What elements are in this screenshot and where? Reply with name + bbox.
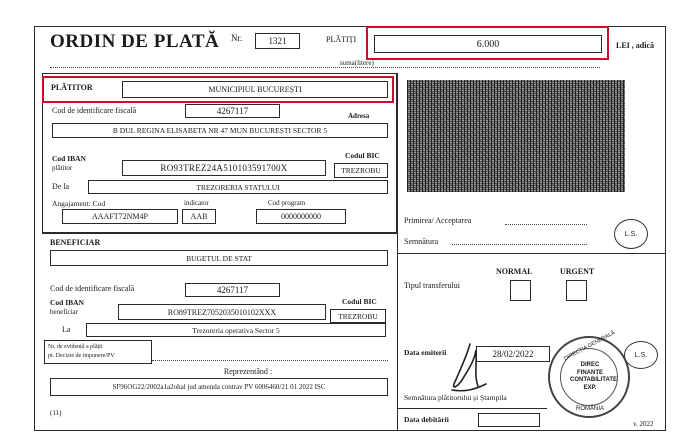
form-version: v. 2022 bbox=[633, 420, 654, 428]
beneficiary-bic-field: TREZROBU bbox=[330, 309, 386, 323]
commitment-label: Angajament: Cod bbox=[52, 199, 106, 208]
amount-in-words-label: suma(litere) bbox=[340, 59, 374, 67]
explanation-label: Reprezentând : bbox=[223, 367, 273, 376]
issue-date-label: Data emiterii bbox=[404, 348, 447, 357]
ls-seal-top: L.S. bbox=[614, 219, 648, 249]
receipt-label: Primirea/ Acceptarea bbox=[404, 216, 472, 225]
stamp-bottom-text: ROMÂNIA bbox=[575, 406, 604, 412]
order-number-label: Nr. bbox=[231, 33, 243, 43]
barcode-image bbox=[407, 80, 625, 192]
debit-date-field bbox=[478, 413, 540, 427]
payer-fiscal-code-field: 4267117 bbox=[185, 104, 280, 118]
amount-in-words-line bbox=[50, 67, 600, 68]
ls-seal-bottom: L.S. bbox=[624, 341, 658, 369]
payer-bank-field: TREZORERIA STATULUI bbox=[88, 180, 388, 194]
stamp-center-text: DIREC FINANȚE CONTABILITATE EXP. bbox=[570, 362, 617, 391]
payer-address-label: Adresa bbox=[348, 112, 370, 120]
commitment-code-field: AAAFT72NM4P bbox=[62, 209, 178, 224]
beneficiary-iban-field: RO89TREZ7052035010102XXX bbox=[118, 304, 326, 320]
program-code-label: Cod program bbox=[268, 199, 306, 207]
signature-line bbox=[452, 244, 587, 245]
beneficiary-top-rule bbox=[42, 233, 397, 234]
indicator-label: indicator bbox=[184, 199, 209, 207]
payer-bic-label: Codul BIC bbox=[345, 151, 380, 160]
center-divider bbox=[397, 73, 398, 431]
indicator-field: AAB bbox=[182, 209, 216, 224]
signature-label: Semnătura bbox=[404, 237, 439, 246]
issue-date-field: 28/02/2022 bbox=[476, 346, 550, 362]
beneficiary-iban-label-2: beneficiar bbox=[50, 308, 78, 316]
normal-checkbox[interactable] bbox=[510, 280, 531, 301]
evidence-line bbox=[152, 360, 388, 361]
debit-date-label: Data debitării bbox=[404, 415, 449, 424]
pay-label: PLĂTIȚI bbox=[326, 35, 357, 44]
footnote-mark: (11) bbox=[50, 409, 62, 417]
beneficiary-iban-label: Cod IBAN bbox=[50, 298, 84, 307]
right-mid-rule bbox=[397, 253, 666, 254]
payer-label: PLĂTITOR bbox=[51, 83, 93, 92]
beneficiary-bank-field: Trezoreria operativa Sector 5 bbox=[86, 323, 386, 337]
evidence-label-1: Nr. de evidență a plății bbox=[48, 344, 103, 350]
amount-field: 6.000 bbox=[374, 35, 602, 53]
beneficiary-bic-label: Codul BIC bbox=[342, 297, 377, 306]
transfer-type-label: Tipul transferului bbox=[404, 281, 460, 290]
payer-signature-label: Semnătura plătitorului și Ștampila bbox=[404, 393, 507, 402]
payer-iban-label-2: plătitor bbox=[52, 164, 73, 172]
stamp-ring-text: DIRECȚIA GENERALĂ bbox=[563, 330, 617, 363]
currency-label: LEI , adică bbox=[616, 41, 655, 50]
beneficiary-bank-label: La bbox=[62, 325, 71, 334]
evidence-label-2: pt. Decizie de impunere/PV bbox=[48, 353, 115, 359]
order-number-field: 1321 bbox=[255, 33, 300, 49]
beneficiary-fiscal-code-field: 4267117 bbox=[185, 283, 280, 297]
signature-scribble bbox=[440, 340, 500, 400]
payer-iban-field: RO93TREZ24A510103591700X bbox=[122, 160, 326, 176]
beneficiary-label: BENEFICIAR bbox=[50, 238, 101, 247]
payer-fiscal-code-label: Cod de identificare fiscală bbox=[52, 106, 137, 115]
transfer-normal-label: NORMAL bbox=[496, 267, 533, 276]
beneficiary-name-field: BUGETUL DE STAT bbox=[50, 250, 388, 266]
debit-date-rule bbox=[397, 408, 547, 409]
program-code-field: 0000000000 bbox=[256, 209, 346, 224]
receipt-line bbox=[505, 224, 587, 225]
payer-address-field: B DUL REGINA ELISABETA NR 47 MUN BUCUREȘTI SECTOR 5 bbox=[52, 123, 388, 138]
payer-bic-field: TREZROBU bbox=[334, 163, 388, 178]
payer-iban-label: Cod IBAN bbox=[52, 154, 86, 163]
payer-name-field: MUNICIPIUL BUCUREȘTI bbox=[122, 81, 388, 98]
urgent-checkbox[interactable] bbox=[566, 280, 587, 301]
explanation-field: SF96OG22/2002a1a2ohal jud amenda contrav PV 6006460/21 01 2022 ISC bbox=[50, 378, 388, 396]
payer-bank-label: De la bbox=[52, 182, 70, 191]
form-title: ORDIN DE PLATĂ bbox=[50, 31, 220, 52]
beneficiary-fiscal-code-label: Cod de identificare fiscală bbox=[50, 284, 135, 293]
transfer-urgent-label: URGENT bbox=[560, 267, 595, 276]
